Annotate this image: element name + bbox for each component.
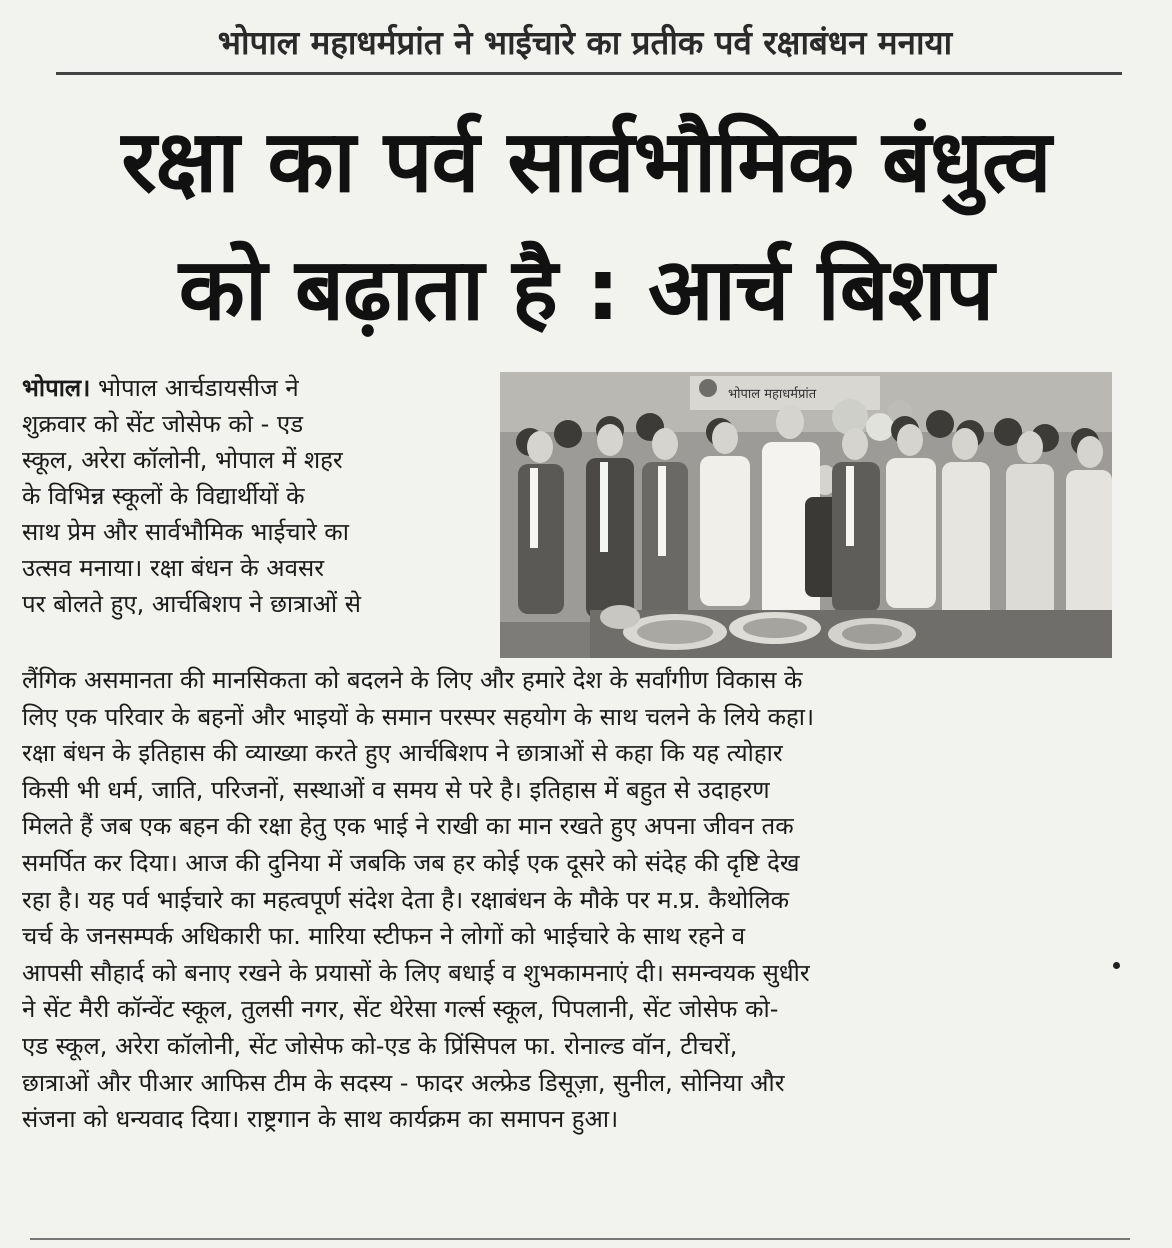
body-line: एड स्कूल, अरेरा कॉलोनी, सेंट जोसेफ को-एड के प्रिंसिपल फा. रोनाल्ड वॉन, टीचरों, <box>22 1031 738 1060</box>
ink-speck <box>1113 962 1120 969</box>
lead-line: साथ प्रेम और सार्वभौमिक भाईचारे का <box>22 518 349 546</box>
body-line: रहा है। यह पर्व भाईचारे का महत्वपूर्ण संदेश देता है। रक्षाबंधन के मौके पर म.प्र. कैथोलिक <box>22 885 790 914</box>
lead-line-text: भोपाल आर्चडायसीज ने <box>90 374 299 402</box>
headline-line: को बढ़ाता है : आर्च बिशप <box>178 240 994 340</box>
kicker-headline: भोपाल महाधर्मप्रांत ने भाईचारे का प्रतीक पर्व रक्षाबंधन मनाया <box>217 23 953 62</box>
body-line: संजना को धन्यवाद दिया। राष्ट्रगान के साथ कार्यक्रम का समापन हुआ। <box>22 1105 619 1134</box>
group-photo-illustration <box>500 372 1112 658</box>
lead-line: स्कूल, अरेरा कॉलोनी, भोपाल में शहर <box>22 446 343 474</box>
body-line: चर्च के जनसम्पर्क अधिकारी फा. मारिया स्टीफन ने लोगों को भाईचारे के साथ रहने व <box>22 922 746 951</box>
body-text <box>22 662 1142 1138</box>
bottom-divider <box>30 1238 1130 1240</box>
body-line: लैंगिक असमानता की मानसिकता को बदलने के लिए और हमारे देश के सर्वांगीण विकास के <box>22 666 803 694</box>
body-line: आपसी सौहार्द को बनाए रखने के प्रयासों के लिए बधाई व शुभकामनाएं दी। समन्वयक सुधीर <box>22 958 810 987</box>
body-line: रक्षा बंधन के इतिहास की व्याख्या करते हुए आर्चबिशप ने छात्राओं से कहा कि यह त्योहार <box>22 739 783 768</box>
body-line: ने सेंट मैरी कॉन्वेंट स्कूल, तुलसी नगर, सेंट थेरेसा गर्ल्स स्कूल, पिपलानी, सेंट जोसेफ को- <box>22 995 779 1024</box>
lead-line-first <box>22 370 492 406</box>
main-headline <box>30 98 1142 354</box>
lead-line: उत्सव मनाया। रक्षा बंधन के अवसर <box>22 554 325 582</box>
body-line: किसी भी धर्म, जाति, परिजनों, सस्थाओं व समय से परे है। इतिहास में बहुत से उदाहरण <box>22 775 770 804</box>
lead-line: पर बोलते हुए, आर्चबिशप ने छात्राओं से <box>22 590 361 618</box>
headline-line: रक्षा का पर्व सार्वभौमिक बंधुत्व <box>121 112 1051 212</box>
lead-line: शुक्रवार को सेंट जोसेफ को - एड <box>22 410 304 438</box>
dateline: भोपाल। <box>22 374 91 402</box>
body-line: छात्राओं और पीआर आफिस टीम के सदस्य - फादर अल्फ्रेड डिसूज़ा, सुनील, सोनिया और <box>22 1068 785 1097</box>
event-photo <box>500 372 1112 658</box>
body-line: मिलते हैं जब एक बहन की रक्षा हेतु एक भाई ने राखी का मान रखते हुए अपना जीवन तक <box>22 812 794 841</box>
lead-paragraph <box>22 370 492 622</box>
kicker-underline <box>56 72 1122 75</box>
lead-line: के विभिन्न स्कूलों के विद्यार्थीयों के <box>22 482 305 510</box>
body-line: लिए एक परिवार के बहनों और भाइयों के समान परस्पर सहयोग के साथ चलने के लिये कहा। <box>22 702 815 731</box>
body-line: समर्पित कर दिया। आज की दुनिया में जबकि जब हर कोई एक दूसरे को संदेह की दृष्टि देख <box>22 848 800 877</box>
photo-banner-text: भोपाल महाधर्मप्रांत <box>728 387 817 402</box>
